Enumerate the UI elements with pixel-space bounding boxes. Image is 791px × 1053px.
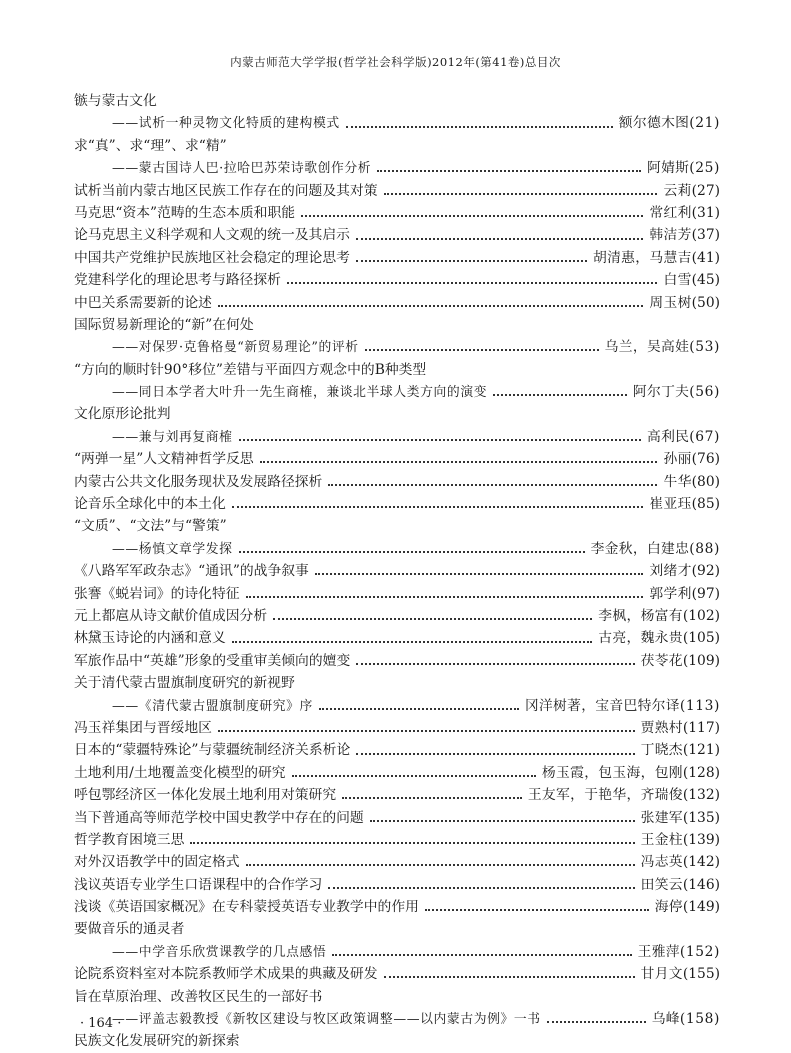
toc-title: 浅议英语专业学生口语课程中的合作学习 — [74, 876, 323, 893]
toc-author: 丁晓杰 — [640, 742, 683, 759]
toc-author: 甘月文 — [640, 966, 683, 983]
toc-title: 《八路军军政杂志》“通讯”的战争叙事 — [74, 563, 309, 580]
toc-author: 郭学利 — [649, 585, 692, 602]
toc-subtitle: ——《清代蒙古盟旗制度研究》序 — [112, 698, 313, 714]
toc-subtitle: ——评盖志毅教授《新牧区建设与牧区政策调整——以内蒙古为例》一书 — [112, 1012, 541, 1028]
toc-subtitle-row — [74, 336, 720, 358]
toc-page-number: (139) — [682, 831, 720, 848]
toc-title: 文化原形论批判 — [74, 406, 171, 423]
dot-leader — [493, 394, 627, 396]
toc-subtitle: ——试析一种灵物文化特质的建构模式 — [112, 116, 340, 132]
toc-subtitle: ——中学音乐欣赏课教学的几点感悟 — [112, 944, 327, 960]
toc-page-number: (158) — [679, 1011, 720, 1028]
toc-author: 周玉树 — [649, 294, 692, 311]
toc-author: 额尔德木图 — [618, 115, 690, 132]
toc-entry-row — [74, 135, 720, 157]
toc-page-number: (21) — [689, 115, 720, 132]
toc-entry-row — [74, 292, 720, 314]
toc-title: “文质”、“文法”与“警策” — [74, 518, 227, 535]
toc-subtitle-row — [74, 157, 720, 179]
toc-subtitle: ——兼与刘再复商榷 — [112, 429, 233, 445]
toc-title: 哲学教育困境三思 — [74, 831, 185, 848]
toc-entry-row — [74, 403, 720, 425]
toc-title: 民族文化发展研究的新探索 — [74, 1033, 240, 1050]
toc-entry-row — [74, 224, 720, 246]
toc-page-number: (45) — [691, 272, 720, 289]
table-of-contents — [74, 90, 720, 1053]
toc-author: 崔亚珏 — [649, 496, 692, 513]
toc-title: “方向的顺时针90°移位”差错与平面四方观念中的B种类型 — [74, 361, 427, 378]
toc-page-number: (76) — [691, 451, 720, 468]
page-number: · 164 · — [80, 1016, 122, 1031]
toc-page-number: (146) — [682, 876, 720, 893]
toc-author: 云莉 — [663, 182, 692, 199]
toc-page-number: (56) — [689, 384, 720, 401]
toc-author: 刘绪才 — [649, 563, 692, 580]
toc-title: 旨在草原治理、改善牧区民生的一部好书 — [74, 988, 323, 1005]
toc-subtitle-row — [74, 426, 720, 448]
toc-page-number: (92) — [691, 563, 720, 580]
toc-author: 韩洁芳 — [649, 227, 692, 244]
toc-title: 镞与蒙古文化 — [74, 93, 157, 109]
dot-leader — [292, 775, 536, 777]
toc-author: 张建军 — [640, 809, 683, 826]
dot-leader — [356, 753, 634, 755]
toc-subtitle-row — [74, 538, 720, 560]
toc-title: 马克思“资本”范畴的生态本质和职能 — [74, 204, 296, 221]
toc-entry-row — [74, 202, 720, 224]
toc-page-number: (142) — [682, 854, 720, 871]
toc-page-number: (67) — [689, 428, 720, 445]
toc-entry-row — [74, 807, 720, 829]
toc-subtitle-row — [74, 941, 720, 963]
toc-page-number: (121) — [682, 742, 720, 759]
toc-page-number: (132) — [682, 787, 720, 804]
toc-author: 王雅萍 — [637, 943, 680, 960]
toc-subtitle: ——蒙古国诗人巴·拉哈巴苏荣诗歌创作分析 — [112, 161, 372, 177]
toc-page-number: (31) — [691, 204, 720, 221]
toc-author: 茯苓花 — [640, 652, 683, 669]
toc-author: 古亮，魏永贵 — [598, 630, 683, 647]
toc-page-number: (53) — [689, 339, 720, 356]
toc-entry-row — [74, 560, 720, 582]
toc-page-number: (85) — [691, 496, 720, 513]
toc-page-number: (50) — [691, 294, 720, 311]
toc-author: 乌峰 — [651, 1011, 680, 1028]
toc-page-number: (117) — [682, 719, 720, 736]
toc-title: 张謇《蜕岩词》的诗化特征 — [74, 585, 240, 602]
toc-title: 日本的“蒙疆特殊论”与蒙疆统制经济关系析论 — [74, 742, 351, 759]
dot-leader — [328, 887, 634, 889]
toc-title: 呼包鄂经济区一体化发展土地利用对策研究 — [74, 787, 337, 804]
toc-author: 牛华 — [663, 473, 692, 490]
dot-leader — [342, 797, 522, 799]
toc-entry-row — [74, 963, 720, 985]
dot-leader — [239, 439, 641, 441]
toc-entry-row — [74, 918, 720, 940]
toc-title: 内蒙古公共文化服务现状及发展路径探析 — [74, 473, 323, 490]
dot-leader — [273, 618, 592, 620]
toc-page-number: (88) — [689, 540, 720, 557]
toc-entry-row — [74, 448, 720, 470]
dot-leader — [301, 215, 643, 217]
dot-leader — [328, 484, 657, 486]
toc-title: 要做音乐的通灵者 — [74, 921, 185, 938]
dot-leader — [218, 305, 643, 307]
toc-page-number: (37) — [691, 227, 720, 244]
toc-author: 贾熟村 — [640, 719, 683, 736]
dot-leader — [356, 663, 634, 665]
dot-leader — [332, 954, 631, 956]
toc-author: 冯志英 — [640, 854, 683, 871]
dot-leader — [356, 238, 643, 240]
toc-subtitle-row — [74, 1008, 720, 1030]
toc-title: “两弹一星”人文精神哲学反思 — [74, 451, 254, 468]
dot-leader — [232, 506, 644, 508]
dot-leader — [377, 170, 641, 172]
toc-entry-row — [74, 493, 720, 515]
dot-leader — [547, 1021, 646, 1023]
toc-page-number: (105) — [682, 630, 720, 647]
dot-leader — [384, 976, 635, 978]
toc-author: 胡清惠，马慧吉 — [592, 249, 692, 266]
toc-entry-row — [74, 90, 720, 112]
dot-leader — [246, 864, 635, 866]
toc-entry-row — [74, 986, 720, 1008]
toc-title: 浅谈《英语国家概况》在专科蒙授英语专业教学中的作用 — [74, 899, 419, 916]
toc-entry-row — [74, 874, 720, 896]
toc-entry-row — [74, 650, 720, 672]
toc-page-number: (155) — [682, 966, 720, 983]
toc-entry-row — [74, 314, 720, 336]
toc-title: 论院系资料室对本院系教师学术成果的典藏及研发 — [74, 966, 378, 983]
toc-author: 李金秋，白建忠 — [590, 540, 690, 557]
toc-title: 国际贸易新理论的“新”在何处 — [74, 316, 254, 333]
toc-author: 阿婧斯 — [646, 160, 690, 177]
toc-title: 试析当前内蒙古地区民族工作存在的问题及其对策 — [74, 182, 378, 199]
dot-leader — [246, 596, 644, 598]
toc-entry-row — [74, 627, 720, 649]
toc-page-number: (102) — [682, 607, 720, 624]
toc-author: 阿尔丁夫 — [632, 384, 690, 401]
toc-subtitle: ——杨慎文章学发探 — [112, 541, 233, 557]
toc-title: 论音乐全球化中的本土化 — [74, 496, 226, 513]
toc-entry-row — [74, 247, 720, 269]
toc-page-number: (80) — [691, 473, 720, 490]
toc-page-number: (97) — [691, 585, 720, 602]
dot-leader — [425, 909, 649, 911]
toc-entry-row — [74, 359, 720, 381]
dot-leader — [370, 820, 635, 822]
toc-author: 常红利 — [649, 204, 692, 221]
toc-entry-row — [74, 471, 720, 493]
toc-page-number: (109) — [682, 652, 720, 669]
toc-entry-row — [74, 515, 720, 537]
toc-title: 论马克思主义科学观和人文观的统一及其启示 — [74, 227, 350, 244]
dot-leader — [287, 282, 658, 284]
toc-entry-row — [74, 851, 720, 873]
toc-entry-row — [74, 762, 720, 784]
toc-entry-row — [74, 269, 720, 291]
toc-page-number: (25) — [689, 160, 720, 177]
dot-leader — [218, 730, 635, 732]
toc-page-number: (41) — [691, 249, 720, 266]
toc-title: 冯玉祥集团与晋绥地区 — [74, 719, 212, 736]
dot-leader — [239, 551, 585, 553]
dot-leader — [356, 260, 587, 262]
toc-title: 关于清代蒙古盟旗制度研究的新视野 — [74, 675, 295, 692]
dot-leader — [319, 708, 519, 710]
toc-author: 海停 — [654, 899, 683, 916]
dot-leader — [346, 126, 613, 128]
dot-leader — [315, 573, 644, 575]
toc-author: 白雪 — [663, 272, 692, 289]
toc-author: 王友军，于艳华，齐瑞俊 — [527, 787, 683, 804]
toc-subtitle-row — [74, 695, 720, 717]
toc-title: 军旅作品中“英雄”形象的受重审美倾向的嬗变 — [74, 652, 351, 669]
toc-entry-row — [74, 672, 720, 694]
toc-page-number: (128) — [682, 764, 720, 781]
toc-title: 土地利用/土地覆盖变化模型的研究 — [74, 764, 286, 781]
toc-page-number: (149) — [682, 899, 720, 916]
toc-entry-row — [74, 896, 720, 918]
dot-leader — [365, 349, 599, 351]
dot-leader — [384, 193, 658, 195]
toc-author: 李枫，杨富有 — [598, 607, 683, 624]
toc-title: 元上都扈从诗文献价值成因分析 — [74, 607, 268, 624]
toc-author: 王金柱 — [640, 831, 683, 848]
toc-entry-row — [74, 717, 720, 739]
toc-entry-row — [74, 1030, 720, 1052]
toc-entry-row — [74, 829, 720, 851]
toc-author: 乌兰，吴高娃 — [604, 339, 690, 356]
dot-leader — [260, 461, 658, 463]
toc-subtitle: ——对保罗·克鲁格曼“新贸易理论”的评析 — [112, 340, 359, 356]
toc-entry-row — [74, 583, 720, 605]
toc-author: 孙丽 — [663, 451, 692, 468]
toc-title: 对外汉语教学中的固定格式 — [74, 854, 240, 871]
running-header: 内蒙古师范大学学报(哲学社会科学版)2012年(第41卷)总目次 — [230, 55, 561, 69]
toc-title: 求“真”、求“理”、求“精” — [74, 137, 227, 154]
toc-entry-row — [74, 784, 720, 806]
toc-page-number: (27) — [691, 182, 720, 199]
toc-entry-row — [74, 605, 720, 627]
toc-entry-row — [74, 180, 720, 202]
toc-author: 田笑云 — [640, 876, 683, 893]
toc-title: 当下普通高等师范学校中国史教学中存在的问题 — [74, 809, 364, 826]
dot-leader — [232, 641, 593, 643]
toc-author: 杨玉霞，包玉海，包刚 — [541, 764, 683, 781]
toc-subtitle: ——同日本学者大叶升一先生商榷，兼谈北半球人类方向的演变 — [112, 385, 488, 401]
toc-title: 中巴关系需要新的论述 — [74, 294, 212, 311]
toc-title: 中国共产党维护民族地区社会稳定的理论思考 — [74, 249, 350, 266]
toc-subtitle-row — [74, 112, 720, 134]
toc-title: 党建科学化的理论思考与路径探析 — [74, 272, 281, 289]
toc-title: 林黛玉诗论的内涵和意义 — [74, 630, 226, 647]
toc-entry-row — [74, 739, 720, 761]
toc-page-number: (135) — [682, 809, 720, 826]
dot-leader — [190, 842, 634, 844]
toc-page-number: (152) — [679, 943, 720, 960]
toc-subtitle-row — [74, 381, 720, 403]
toc-author: 冈洋树著，宝音巴特尔译 — [524, 697, 680, 714]
toc-author: 高利民 — [646, 428, 690, 445]
toc-page-number: (113) — [679, 697, 720, 714]
